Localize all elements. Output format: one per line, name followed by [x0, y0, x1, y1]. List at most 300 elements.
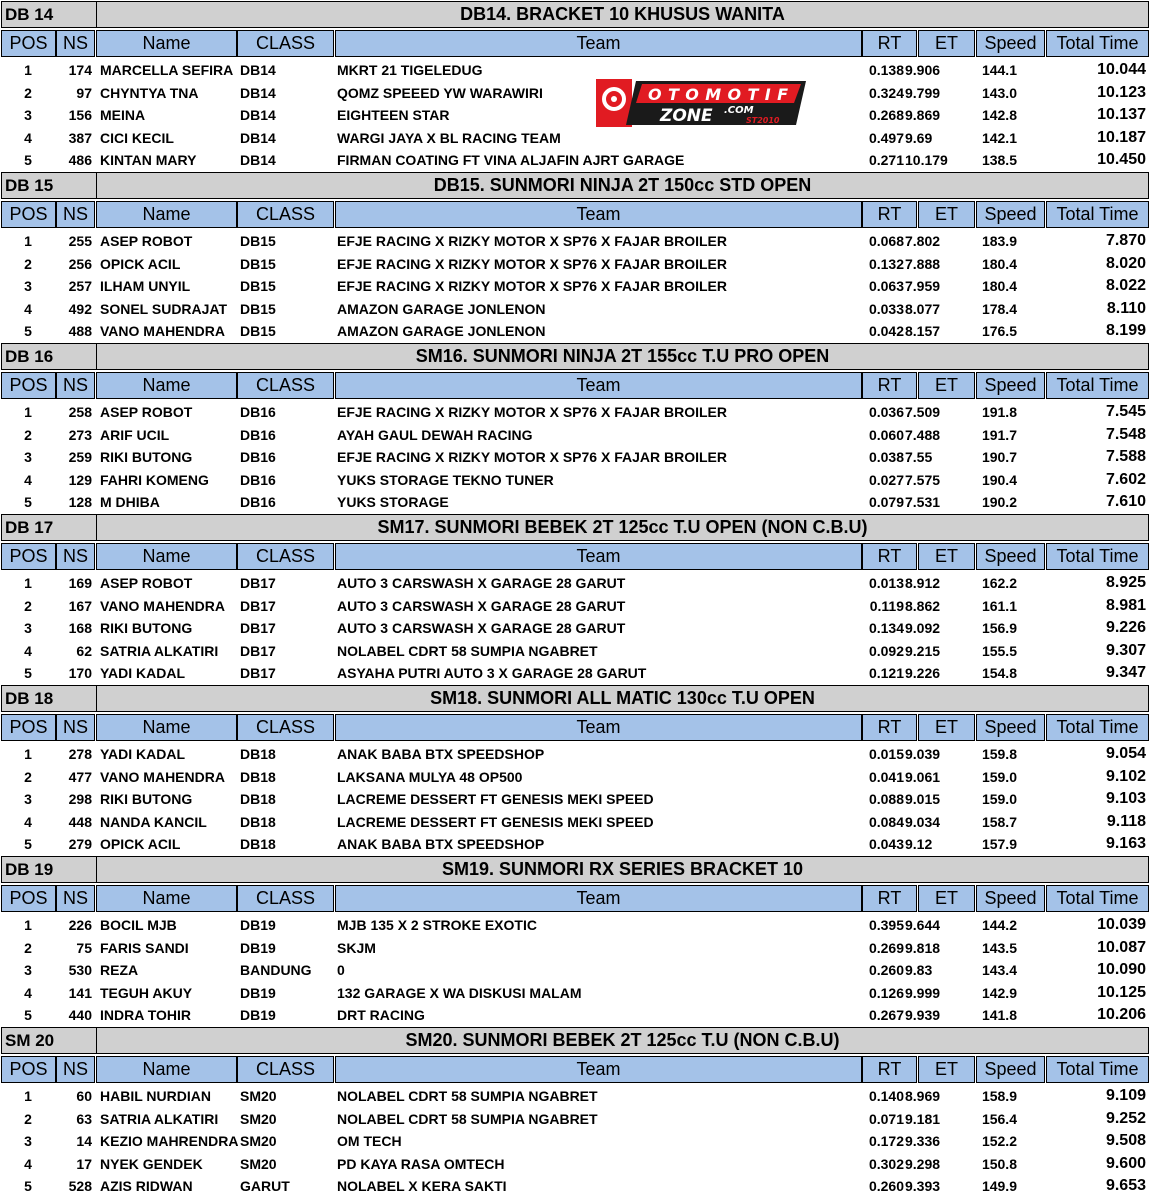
ns-cell: 486: [68, 152, 92, 168]
total-time-cell: 10.039: [1097, 916, 1146, 933]
pos-cell: 4: [24, 471, 32, 488]
rt-cell: 0.138: [868, 62, 904, 78]
class-cell: DB19: [240, 917, 276, 933]
results-rows: [0, 914, 1151, 1027]
category-header-row: [0, 171, 1151, 199]
team-header: Team: [335, 543, 862, 570]
category-code: DB 15: [1, 172, 97, 199]
pos-cell: 2: [24, 768, 32, 785]
result-row: [0, 298, 1151, 321]
et-cell: 9.298: [905, 1155, 941, 1172]
category-section: [0, 0, 1151, 171]
category-title: SM18. SUNMORI ALL MATIC 130cc T.U OPEN: [96, 685, 1149, 712]
speed-header: Speed: [976, 1056, 1045, 1083]
et-cell: 9.061: [905, 768, 941, 785]
et-cell: 8.912: [905, 575, 941, 591]
results-rows: [0, 59, 1151, 172]
speed-cell: 149.9: [981, 1178, 1017, 1194]
ns-cell: 129: [68, 471, 92, 488]
total-time-cell: 10.206: [1097, 1006, 1146, 1023]
pos-header: POS: [1, 543, 56, 570]
total-time-cell: 9.163: [1105, 835, 1146, 852]
total-time-cell: 9.102: [1105, 767, 1146, 785]
et-cell: 7.55: [905, 449, 933, 465]
total-time-cell: 10.090: [1097, 961, 1146, 978]
total-time-cell: 7.548: [1105, 425, 1146, 443]
rt-header: RT: [862, 543, 917, 570]
name-cell: ASEP ROBOT: [100, 233, 193, 249]
total-time-cell: 8.925: [1105, 574, 1146, 591]
team-cell: DRT RACING: [337, 1007, 425, 1023]
result-row: [0, 401, 1151, 424]
et-cell: 9.181: [905, 1110, 941, 1127]
team-cell: AYAH GAUL DEWAH RACING: [337, 426, 533, 443]
total-time-header: Total Time: [1046, 543, 1149, 570]
name-header: Name: [96, 1056, 237, 1083]
et-cell: 9.393: [905, 1178, 941, 1194]
ns-cell: 174: [68, 62, 92, 78]
team-header: Team: [335, 714, 862, 741]
ns-cell: 528: [68, 1178, 92, 1194]
team-cell: EIGHTEEN STAR: [337, 107, 450, 123]
name-cell: YADI KADAL: [100, 746, 186, 762]
logo-badge-shape: [596, 79, 632, 127]
rt-header: RT: [862, 201, 917, 228]
rt-cell: 0.126: [868, 984, 904, 1001]
ns-cell: 141: [68, 984, 92, 1001]
rt-cell: 0.013: [868, 575, 904, 591]
team-cell: ANAK BABA BTX SPEEDSHOP: [337, 746, 545, 762]
name-header: Name: [96, 543, 237, 570]
team-cell: NOLABEL CDRT 58 SUMPIA NGABRET: [337, 642, 598, 659]
rt-cell: 0.036: [868, 404, 904, 420]
class-cell: DB15: [240, 233, 276, 249]
ns-cell: 17: [76, 1155, 92, 1172]
et-cell: 7.959: [905, 278, 941, 294]
result-row: [0, 275, 1151, 298]
name-cell: HABIL NURDIAN: [100, 1088, 211, 1104]
rt-header: RT: [862, 714, 917, 741]
et-cell: 8.969: [905, 1088, 941, 1104]
logo-wordmark-zone: ZONE: [660, 106, 713, 126]
name-cell: VANO MAHENDRA: [100, 597, 225, 614]
et-cell: 7.531: [905, 494, 941, 510]
name-cell: REZA: [100, 962, 139, 978]
name-cell: NYEK GENDEK: [100, 1155, 203, 1172]
total-time-cell: 10.137: [1097, 106, 1146, 123]
pos-cell: 5: [24, 836, 32, 852]
pos-cell: 5: [24, 1007, 32, 1023]
team-header: Team: [335, 30, 862, 57]
total-time-header: Total Time: [1046, 201, 1149, 228]
rt-cell: 0.302: [868, 1155, 904, 1172]
speed-cell: 190.7: [981, 449, 1017, 465]
class-cell: DB15: [240, 255, 276, 272]
et-cell: 9.869: [905, 107, 941, 123]
rt-header: RT: [862, 30, 917, 57]
total-time-cell: 9.118: [1106, 812, 1146, 830]
class-cell: DB15: [240, 300, 276, 317]
pos-cell: 4: [24, 129, 32, 146]
team-cell: WARGI JAYA X BL RACING TEAM: [337, 129, 561, 146]
category-section: [0, 855, 1151, 1026]
team-header: Team: [335, 372, 862, 399]
logo-ring-dot-icon: [611, 96, 617, 102]
result-row: [0, 127, 1151, 150]
rt-cell: 0.324: [868, 84, 904, 101]
name-cell: SATRIA ALKATIRI: [100, 642, 219, 659]
class-cell: DB18: [240, 836, 276, 852]
speed-cell: 143.5: [981, 939, 1017, 956]
column-header-row: [0, 1055, 1151, 1083]
logo-wordmark-com: .COM: [724, 105, 754, 116]
class-header: CLASS: [237, 30, 334, 57]
result-row: [0, 1085, 1151, 1108]
rt-header: RT: [862, 1056, 917, 1083]
name-cell: SATRIA ALKATIRI: [100, 1110, 219, 1127]
rt-cell: 0.079: [868, 494, 904, 510]
speed-cell: 180.4: [981, 278, 1017, 294]
et-cell: 9.818: [905, 939, 941, 956]
team-cell: OM TECH: [337, 1133, 402, 1149]
total-time-cell: 9.054: [1105, 745, 1146, 762]
rt-cell: 0.267: [868, 1007, 904, 1023]
class-cell: DB15: [240, 323, 276, 339]
et-cell: 7.575: [905, 471, 941, 488]
speed-cell: 176.5: [981, 323, 1017, 339]
name-header: Name: [96, 885, 237, 912]
et-header: ET: [918, 201, 975, 228]
total-time-cell: 8.981: [1105, 596, 1146, 614]
results-rows: [0, 572, 1151, 685]
otomotif-zone-logo: [596, 79, 806, 127]
ns-cell: 167: [68, 597, 92, 614]
speed-header: Speed: [976, 30, 1045, 57]
class-cell: DB18: [240, 813, 276, 830]
team-cell: AMAZON GARAGE JONLENON: [337, 323, 546, 339]
class-cell: DB17: [240, 575, 276, 591]
team-cell: LAKSANA MULYA 48 OP500: [337, 768, 523, 785]
speed-cell: 180.4: [981, 255, 1017, 272]
rt-cell: 0.038: [868, 449, 904, 465]
speed-header: Speed: [976, 714, 1045, 741]
result-row: [0, 230, 1151, 253]
class-cell: DB19: [240, 939, 276, 956]
team-cell: YUKS STORAGE TEKNO TUNER: [337, 471, 554, 488]
speed-header: Speed: [976, 201, 1045, 228]
result-row: [0, 1004, 1151, 1027]
rt-cell: 0.268: [868, 107, 904, 123]
et-cell: 9.83: [905, 962, 933, 978]
result-row: [0, 788, 1151, 811]
rt-cell: 0.140: [868, 1088, 904, 1104]
rt-cell: 0.269: [868, 939, 904, 956]
name-cell: OPICK ACIL: [100, 255, 181, 272]
et-cell: 9.799: [905, 84, 941, 101]
et-header: ET: [918, 543, 975, 570]
pos-cell: 1: [24, 404, 32, 420]
total-time-cell: 7.602: [1105, 470, 1146, 488]
pos-cell: 4: [24, 813, 32, 830]
pos-cell: 5: [24, 1178, 32, 1194]
pos-cell: 3: [24, 449, 32, 465]
name-cell: ARIF UCIL: [100, 426, 170, 443]
total-time-cell: 9.508: [1105, 1132, 1146, 1149]
team-cell: YUKS STORAGE: [337, 494, 449, 510]
total-time-header: Total Time: [1046, 30, 1149, 57]
rt-cell: 0.092: [868, 642, 904, 659]
ns-cell: 63: [76, 1110, 92, 1127]
pos-cell: 2: [24, 597, 32, 614]
speed-cell: 142.8: [981, 107, 1017, 123]
category-section: [0, 342, 1151, 513]
name-cell: RIKI BUTONG: [100, 449, 193, 465]
ns-cell: 279: [68, 836, 92, 852]
class-cell: DB14: [240, 129, 276, 146]
pos-cell: 4: [24, 642, 32, 659]
column-header-row: [0, 29, 1151, 57]
name-cell: SONEL SUDRAJAT: [100, 300, 228, 317]
ns-cell: 440: [68, 1007, 92, 1023]
et-cell: 9.644: [905, 917, 941, 933]
result-row: [0, 662, 1151, 685]
ns-cell: 14: [76, 1133, 92, 1149]
ns-cell: 169: [68, 575, 92, 591]
name-cell: ILHAM UNYIL: [100, 278, 191, 294]
class-cell: DB14: [240, 62, 276, 78]
name-cell: NANDA KANCIL: [100, 813, 207, 830]
pos-header: POS: [1, 1056, 56, 1083]
pos-cell: 3: [24, 791, 32, 807]
rt-cell: 0.084: [868, 813, 904, 830]
speed-cell: 156.4: [981, 1110, 1017, 1127]
class-cell: DB17: [240, 597, 276, 614]
team-header: Team: [335, 201, 862, 228]
pos-cell: 1: [24, 917, 32, 933]
rt-cell: 0.063: [868, 278, 904, 294]
ns-cell: 62: [76, 642, 92, 659]
class-cell: DB17: [240, 642, 276, 659]
team-cell: 132 GARAGE X WA DISKUSI MALAM: [337, 984, 582, 1001]
pos-cell: 3: [24, 962, 32, 978]
category-section: [0, 1026, 1151, 1197]
speed-cell: 191.8: [981, 404, 1017, 420]
result-row: [0, 595, 1151, 618]
logo-wordmark: OTOMOTIF: [648, 85, 788, 104]
pos-cell: 1: [24, 233, 32, 249]
result-row: [0, 572, 1151, 595]
result-row: [0, 743, 1151, 766]
rt-cell: 0.041: [868, 768, 904, 785]
class-cell: DB17: [240, 620, 276, 636]
pos-cell: 3: [24, 107, 32, 123]
ns-cell: 492: [68, 300, 92, 317]
result-row: [0, 149, 1151, 172]
team-cell: ASYAHA PUTRI AUTO 3 X GARAGE 28 GARUT: [337, 665, 647, 681]
rt-cell: 0.043: [868, 836, 904, 852]
ns-cell: 387: [68, 129, 92, 146]
pos-cell: 3: [24, 278, 32, 294]
category-section: [0, 684, 1151, 855]
result-row: [0, 766, 1151, 789]
speed-header: Speed: [976, 372, 1045, 399]
et-cell: 9.69: [905, 129, 933, 146]
rt-cell: 0.134: [868, 620, 904, 636]
pos-cell: 5: [24, 665, 32, 681]
name-cell: RIKI BUTONG: [100, 620, 193, 636]
speed-cell: 154.8: [981, 665, 1017, 681]
total-time-cell: 9.103: [1105, 790, 1146, 807]
rt-cell: 0.132: [868, 255, 904, 272]
results-rows: [0, 230, 1151, 343]
result-row: [0, 959, 1151, 982]
total-time-cell: 8.110: [1106, 299, 1146, 317]
total-time-header: Total Time: [1046, 885, 1149, 912]
category-code: DB 16: [1, 343, 97, 370]
class-header: CLASS: [237, 201, 334, 228]
et-header: ET: [918, 372, 975, 399]
name-header: Name: [96, 201, 237, 228]
speed-cell: 161.1: [981, 597, 1017, 614]
class-cell: DB16: [240, 426, 276, 443]
ns-cell: 530: [68, 962, 92, 978]
class-cell: BANDUNG: [240, 962, 312, 978]
rt-header: RT: [862, 372, 917, 399]
ns-cell: 278: [68, 746, 92, 762]
rt-cell: 0.172: [868, 1133, 904, 1149]
class-cell: GARUT: [240, 1178, 290, 1194]
rt-cell: 0.068: [868, 233, 904, 249]
total-time-cell: 9.109: [1105, 1087, 1146, 1104]
pos-cell: 5: [24, 323, 32, 339]
class-cell: DB16: [240, 449, 276, 465]
ns-cell: 255: [68, 233, 92, 249]
rt-cell: 0.015: [868, 746, 904, 762]
speed-cell: 155.5: [981, 642, 1017, 659]
result-row: [0, 982, 1151, 1005]
et-cell: 7.509: [905, 404, 941, 420]
ns-cell: 168: [68, 620, 92, 636]
name-cell: KINTAN MARY: [100, 152, 197, 168]
rt-cell: 0.060: [868, 426, 904, 443]
total-time-cell: 9.653: [1105, 1177, 1146, 1194]
team-cell: NOLABEL X KERA SAKTI: [337, 1178, 507, 1194]
speed-cell: 162.2: [981, 575, 1017, 591]
ns-header: NS: [56, 885, 95, 912]
team-cell: LACREME DESSERT FT GENESIS MEKI SPEED: [337, 791, 654, 807]
class-cell: DB14: [240, 107, 276, 123]
rt-cell: 0.119: [869, 597, 904, 614]
ns-cell: 97: [76, 84, 92, 101]
rt-header: RT: [862, 885, 917, 912]
ns-header: NS: [56, 201, 95, 228]
et-header: ET: [918, 714, 975, 741]
category-code: DB 18: [1, 685, 97, 712]
column-header-row: [0, 542, 1151, 570]
name-cell: INDRA TOHIR: [100, 1007, 191, 1023]
speed-cell: 159.8: [981, 746, 1017, 762]
team-cell: EFJE RACING X RIZKY MOTOR X SP76 X FAJAR BROILER: [337, 449, 727, 465]
name-cell: MEINA: [100, 107, 146, 123]
ns-cell: 273: [68, 426, 92, 443]
ns-cell: 448: [68, 813, 92, 830]
total-time-cell: 10.087: [1097, 938, 1146, 956]
ns-cell: 156: [68, 107, 92, 123]
name-cell: FAHRI KOMENG: [100, 471, 209, 488]
et-cell: 8.157: [905, 323, 941, 339]
category-header-row: [0, 855, 1151, 883]
name-cell: KEZIO MAHRENDRA: [100, 1133, 239, 1149]
category-header-row: [0, 1026, 1151, 1054]
name-cell: MARCELLA SEFIRA: [100, 62, 234, 78]
et-cell: 7.488: [905, 426, 941, 443]
class-cell: DB18: [240, 768, 276, 785]
total-time-cell: 9.252: [1105, 1109, 1146, 1127]
name-cell: FARIS SANDI: [100, 939, 189, 956]
team-cell: AUTO 3 CARSWASH X GARAGE 28 GARUT: [337, 620, 626, 636]
class-header: CLASS: [237, 885, 334, 912]
category-title: DB14. BRACKET 10 KHUSUS WANITA: [96, 1, 1149, 28]
total-time-cell: 8.199: [1105, 322, 1146, 339]
name-header: Name: [96, 714, 237, 741]
pos-header: POS: [1, 372, 56, 399]
name-cell: RIKI BUTONG: [100, 791, 193, 807]
pos-cell: 1: [24, 575, 32, 591]
name-cell: ASEP ROBOT: [100, 575, 193, 591]
result-row: [0, 914, 1151, 937]
speed-cell: 150.8: [981, 1155, 1017, 1172]
result-row: [0, 1175, 1151, 1198]
team-cell: MKRT 21 TIGELEDUG: [337, 62, 483, 78]
result-row: [0, 104, 1151, 127]
category-code: DB 19: [1, 856, 97, 883]
name-cell: CICI KECIL: [100, 129, 174, 146]
team-cell: EFJE RACING X RIZKY MOTOR X SP76 X FAJAR BROILER: [337, 278, 727, 294]
pos-header: POS: [1, 714, 56, 741]
total-time-header: Total Time: [1046, 714, 1149, 741]
result-row: [0, 469, 1151, 492]
speed-cell: 190.4: [981, 471, 1017, 488]
category-header-row: [0, 684, 1151, 712]
name-cell: AZIS RIDWAN: [100, 1178, 193, 1194]
category-title: SM16. SUNMORI NINJA 2T 155cc T.U PRO OPEN: [96, 343, 1149, 370]
pos-cell: 3: [24, 620, 32, 636]
name-cell: ASEP ROBOT: [100, 404, 193, 420]
class-cell: DB18: [240, 746, 276, 762]
rt-cell: 0.088: [868, 791, 904, 807]
ns-cell: 128: [68, 494, 92, 510]
category-code: DB 14: [1, 1, 97, 28]
pos-cell: 2: [24, 255, 32, 272]
total-time-cell: 10.123: [1097, 83, 1146, 101]
pos-cell: 4: [24, 984, 32, 1001]
total-time-header: Total Time: [1046, 372, 1149, 399]
ns-header: NS: [56, 1056, 95, 1083]
pos-cell: 1: [24, 746, 32, 762]
speed-cell: 138.5: [981, 152, 1017, 168]
result-row: [0, 320, 1151, 343]
et-cell: 9.999: [905, 984, 941, 1001]
total-time-cell: 10.044: [1097, 61, 1146, 78]
category-header-row: [0, 513, 1151, 541]
ns-cell: 170: [68, 665, 92, 681]
column-header-row: [0, 713, 1151, 741]
name-cell: TEGUH AKUY: [100, 984, 193, 1001]
pos-cell: 3: [24, 1133, 32, 1149]
rt-cell: 0.121: [868, 665, 904, 681]
ns-header: NS: [56, 372, 95, 399]
speed-cell: 159.0: [981, 791, 1017, 807]
